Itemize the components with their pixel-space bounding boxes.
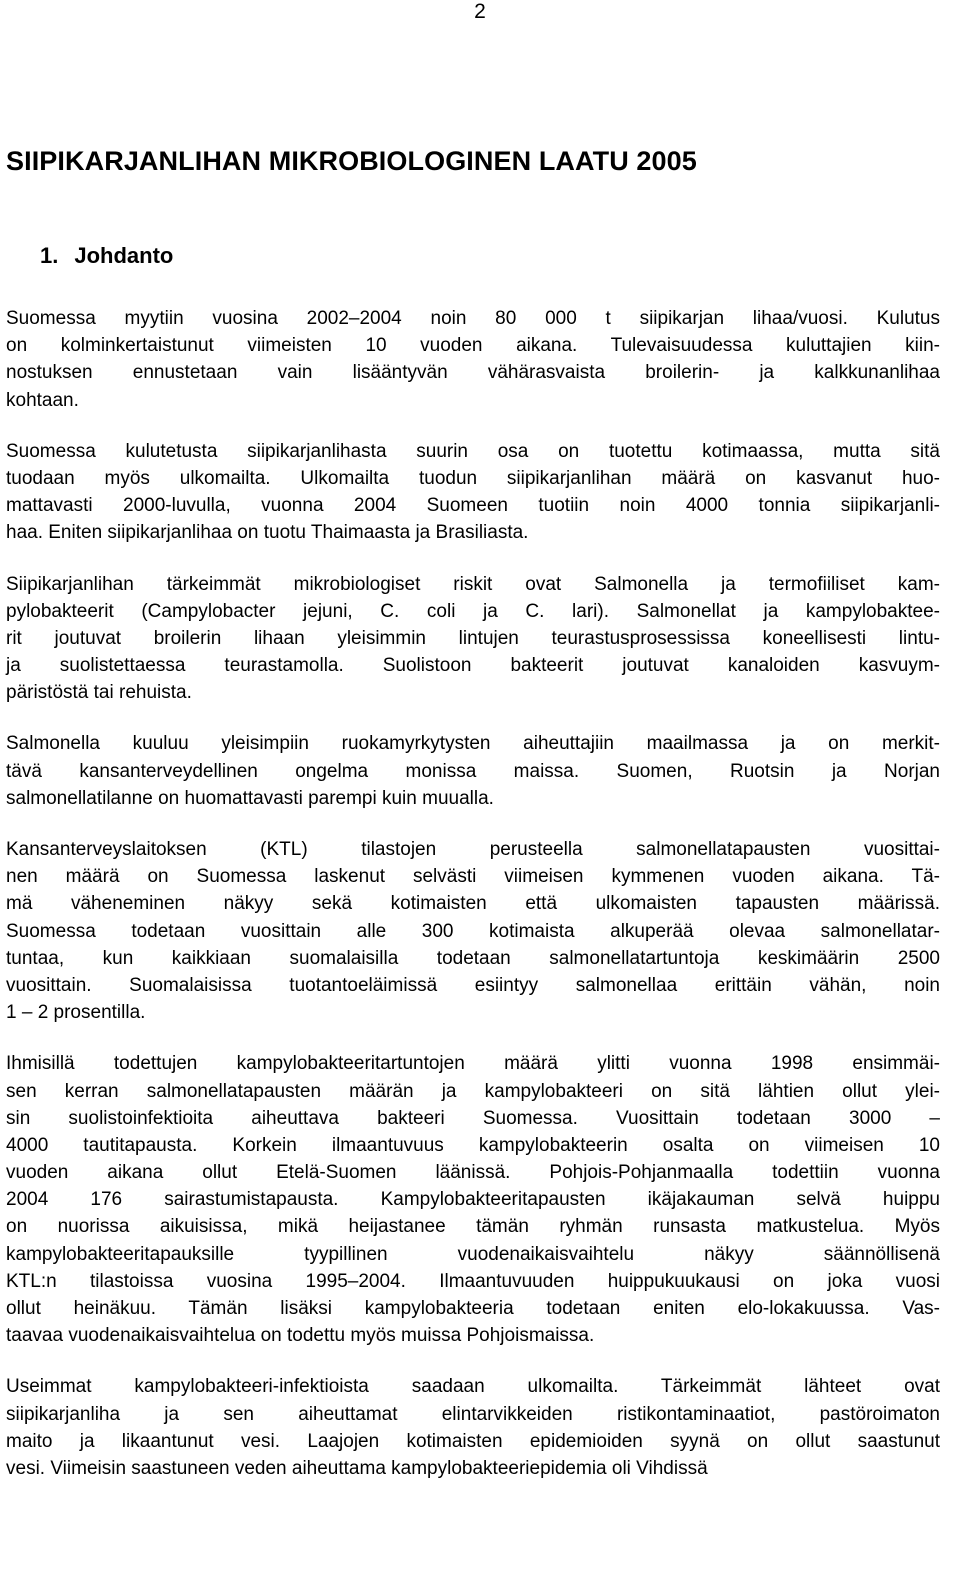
text-line: sen kerran salmonellatapausten määrän ja kampylobakteeri on sitä lähtien ollut ylei- (6, 1080, 940, 1102)
text-line: nostuksen ennustetaan vain lisääntyvän vähärasvaista broilerin- ja kalkkunanlihaa (6, 362, 940, 384)
section-heading-text: Johdanto (74, 243, 174, 268)
document-title: SIIPIKARJANLIHAN MIKROBIOLOGINEN LAATU 2005 (6, 146, 697, 176)
paragraph (6, 836, 940, 1026)
text-line: mä väheneminen näkyy sekä kotimaisten että ulkomaisten tapausten määrissä. (6, 893, 940, 915)
text-line: siipikarjanliha ja sen aiheuttamat elintarvikkeiden ristikontaminaatiot, pastöroimaton (6, 1403, 940, 1425)
text-line: vuoden aikana ollut Etelä-Suomen läänissä. Pohjois-Pohjanmaalla todettiin vuonna (6, 1162, 940, 1184)
page-number: 2 (474, 0, 486, 23)
text-line: salmonellatilanne on huomattavasti parempi kuin muualla. (6, 787, 494, 809)
text-line: Salmonella kuuluu yleisimpiin ruokamyrkytysten aiheuttajiin maailmassa ja on merkit- (6, 733, 940, 755)
text-line: kampylobakteeritapauksille tyypillinen vuodenaikaisvaihtelu näkyy säännöllisenä (6, 1243, 940, 1265)
text-line: haa. Eniten siipikarjanlihaa on tuotu Thaimaasta ja Brasiliasta. (6, 522, 529, 544)
text-line: sin suolistoinfektioita aiheuttava bakteeri Suomessa. Vuosittain todetaan 3000 – (6, 1107, 940, 1129)
section-heading (40, 243, 173, 269)
text-line: 2004 176 sairastumistapausta. Kampylobakteeritapausten ikäjakauman selvä huippu (6, 1189, 940, 1211)
text-line: ja suolistettaessa teurastamolla. Suolistoon bakteerit joutuvat kanaloiden kasvuym- (6, 655, 940, 677)
text-line: pylobakteerit (Campylobacter jejuni, C. coli ja C. lari). Salmonellat ja kampylobaktee- (6, 600, 940, 622)
paragraph (6, 730, 940, 812)
text-line: Useimmat kampylobakteeri-infektioista saadaan ulkomailta. Tärkeimmät lähteet ovat (6, 1376, 940, 1398)
section-number: 1. (40, 243, 59, 268)
text-line: KTL:n tilastoissa vuosina 1995–2004. Ilmaantuvuuden huippukuukausi on joka vuosi (6, 1270, 940, 1292)
text-line: vesi. Viimeisin saastuneen veden aiheuttama kampylobakteeriepidemia oli Vihdissä (6, 1457, 708, 1479)
paragraph (6, 305, 940, 414)
text-line: kohtaan. (6, 389, 79, 411)
text-line: Siipikarjanlihan tärkeimmät mikrobiologiset riskit ovat Salmonella ja termofiiliset kam- (6, 573, 940, 595)
text-line: päristöstä tai rehuista. (6, 682, 192, 704)
text-line: Suomessa kulutetusta siipikarjanlihasta suurin osa on tuotettu kotimaassa, mutta sitä (6, 440, 940, 462)
text-line: mattavasti 2000-luvulla, vuonna 2004 Suomeen tuotiin noin 4000 tonnia siipikarjanli- (6, 495, 940, 517)
text-line: Kansanterveyslaitoksen (KTL) tilastojen perusteella salmonellatapausten vuosittai- (6, 839, 940, 860)
text-line: ollut heinäkuu. Tämän lisäksi kampylobakteeria todetaan eniten elo-lokakuussa. Vas- (6, 1298, 940, 1319)
text-line: vuosittain. Suomalaisissa tuotantoeläimissä esiintyy salmonellaa erittäin vähän, noin (6, 974, 940, 996)
text-line: taavaa vuodenaikaisvaihtelua on todettu myös muissa Pohjoismaissa. (6, 1325, 595, 1347)
text-line: rit joutuvat broilerin lihaan yleisimmin lintujen teurastusprosessissa koneellisesti lintu- (6, 627, 940, 649)
paragraph (6, 571, 940, 707)
text-line: 1 – 2 prosentilla. (6, 1002, 146, 1024)
text-line: maito ja likaantunut vesi. Laajojen kotimaisten epidemioiden syynä on ollut saastunut (6, 1430, 940, 1452)
text-line: tävä kansanterveydellinen ongelma monissa maissa. Suomen, Ruotsin ja Norjan (6, 760, 940, 782)
paragraph (6, 1373, 940, 1482)
text-line: on nuorissa aikuisissa, mikä heijastanee tämän ryhmän runsasta matkustelua. Myös (6, 1216, 940, 1238)
paragraph (6, 438, 940, 547)
text-line: 4000 tautitapausta. Korkein ilmaantuvuus kampylobakteerin osalta on viimeisen 10 (6, 1134, 940, 1156)
text-line: tuntaa, kun kaikkiaan suomalaisilla todetaan salmonellatartuntoja keskimäärin 2500 (6, 947, 940, 969)
text-line: on kolminkertaistunut viimeisten 10 vuoden aikana. Tulevaisuudessa kuluttajien kiin- (6, 335, 940, 357)
text-line: tuodaan myös ulkomailta. Ulkomailta tuodun siipikarjanlihan määrä on kasvanut huo- (6, 467, 940, 489)
text-line: nen määrä on Suomessa laskenut selvästi viimeisen kymmenen vuoden aikana. Tä- (6, 866, 940, 888)
text-line: Ihmisillä todettujen kampylobakteeritartuntojen määrä ylitti vuonna 1998 ensimmäi- (6, 1053, 940, 1075)
paragraph (6, 1050, 940, 1349)
body-text (6, 305, 940, 1506)
text-line: Suomessa todetaan vuosittain alle 300 kotimaista alkuperää olevaa salmonellatar- (6, 920, 940, 942)
text-line: Suomessa myytiin vuosina 2002–2004 noin 80 000 t siipikarjan lihaa/vuosi. Kulutus (6, 308, 940, 329)
